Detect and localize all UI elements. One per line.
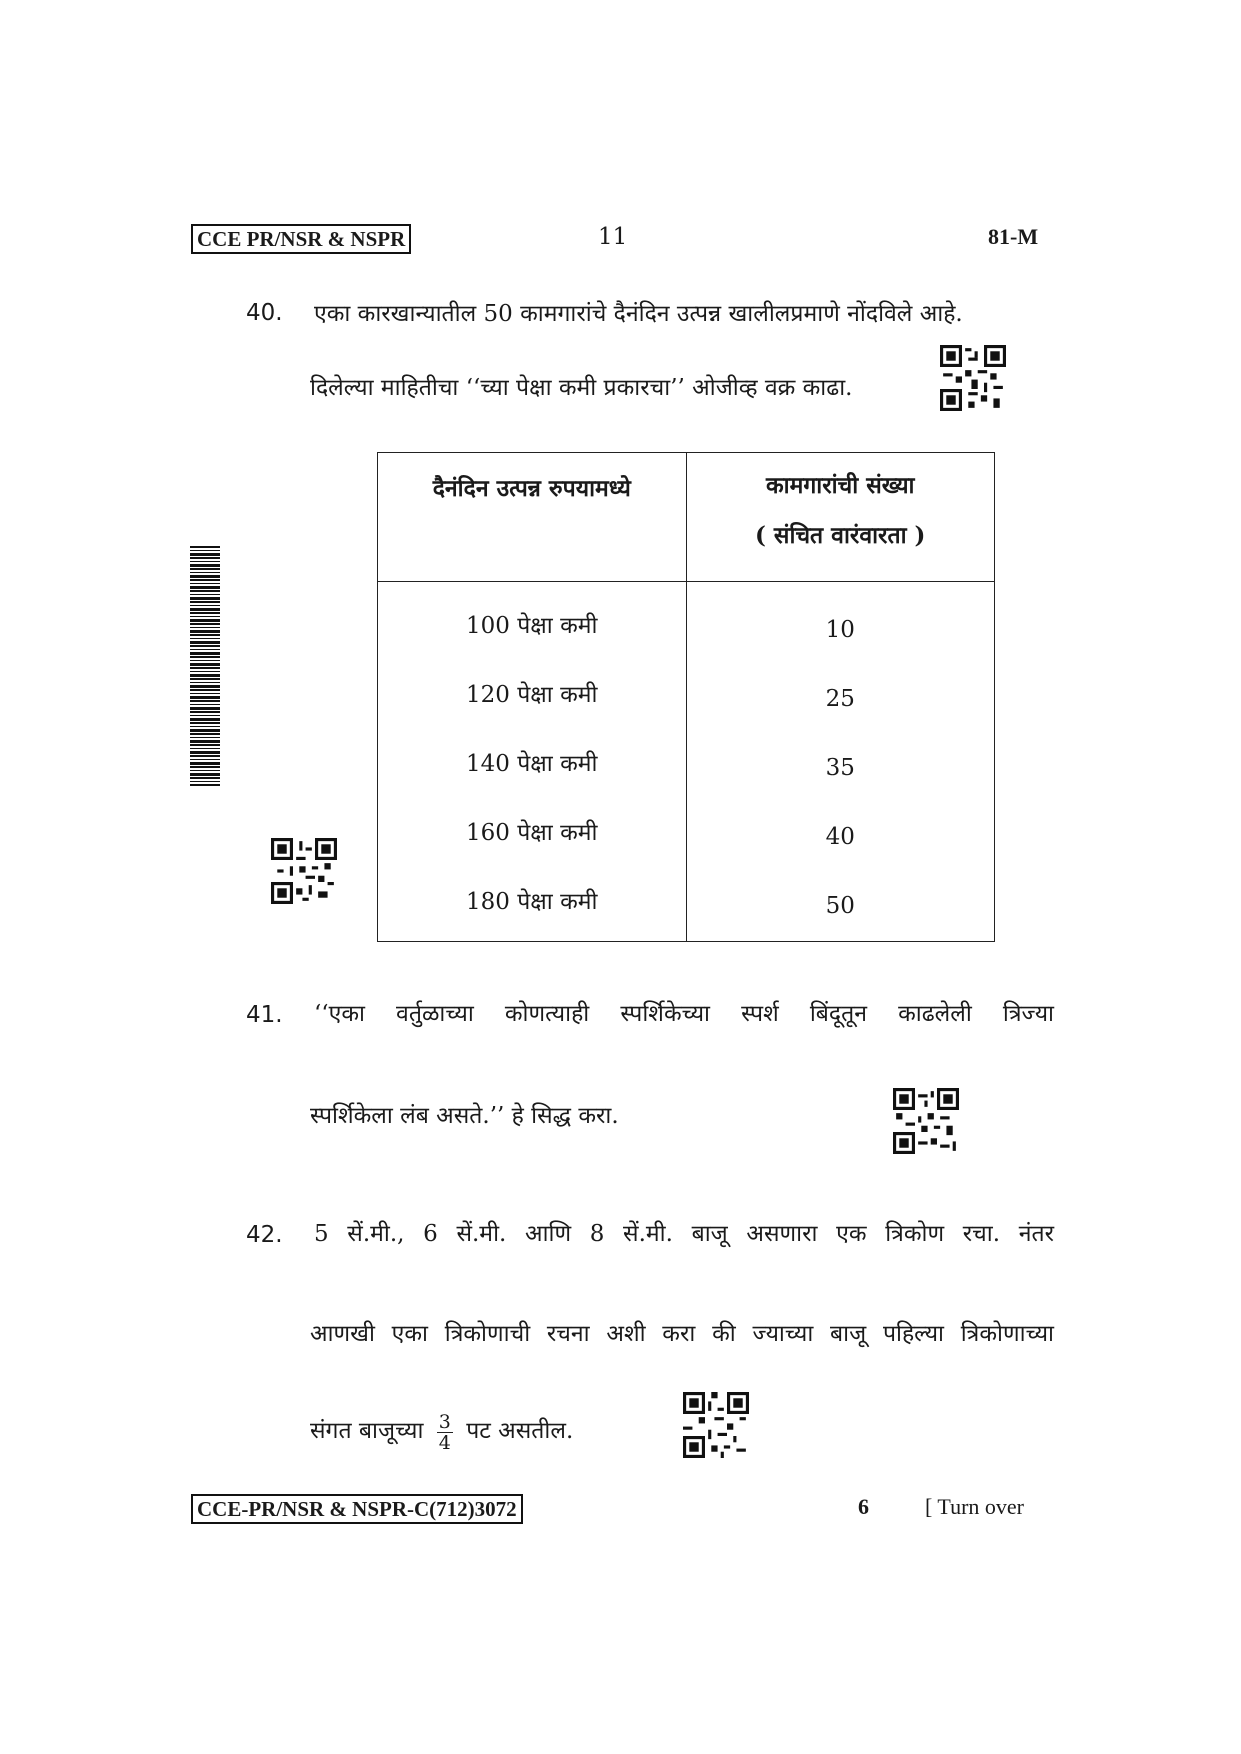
table-cell-count: 40 [825, 824, 855, 850]
fraction-denominator: 4 [438, 1431, 451, 1454]
qr-code-icon [271, 838, 337, 904]
q42-text-line2: आणखी एका त्रिकोणाची रचना अशी करा की ज्याच्या बाजू पहिल्या त्रिकोणाच्या [310, 1321, 1054, 1347]
table-cell-income: 100 पेक्षा कमी [466, 613, 598, 639]
qr-code-icon [893, 1088, 959, 1154]
barcode-icon [190, 546, 220, 786]
q41-text-line1: ‘‘एका वर्तुळाच्या कोणत्याही स्पर्शिकेच्या स्पर्श बिंदूतून काढलेली त्रिज्या [314, 1001, 1054, 1027]
fraction-numerator: 3 [438, 1410, 451, 1433]
q42-text-line1: 5 सें.मी., 6 सें.मी. आणि 8 सें.मी. बाजू असणारा एक त्रिकोण रचा. नंतर [314, 1221, 1054, 1247]
header-page-number: 11 [598, 224, 628, 250]
q42-text-line3-start: संगत बाजूच्या [310, 1418, 424, 1444]
header-paper-code: CCE PR/NSR & NSPR [191, 224, 411, 254]
table-cell-count: 25 [825, 686, 855, 712]
table-cell-count: 35 [825, 755, 855, 781]
table-header-workers: कामगारांची संख्या ( संचित वारंवारता ) [686, 453, 995, 582]
footer-paper-code: CCE-PR/NSR & NSPR-C(712)3072 [191, 1494, 523, 1524]
q40-text-line2: दिलेल्या माहितीचा ‘‘च्या पेक्षा कमी प्रकारचा’’ ओजीव्ह वक्र काढा. [310, 375, 853, 401]
q42-number: 42. [246, 1222, 283, 1248]
q41-number: 41. [246, 1002, 283, 1028]
fraction-three-fourths [437, 1412, 453, 1453]
table-cell-count: 10 [825, 617, 855, 643]
table-income-column [378, 582, 687, 942]
q41-text-line2: स्पर्शिकेला लंब असते.’’ हे सिद्ध करा. [310, 1103, 619, 1129]
table-cell-income: 120 पेक्षा कमी [466, 682, 598, 708]
qr-code-icon [683, 1392, 749, 1458]
table-cell-count: 50 [825, 893, 855, 919]
q40-number: 40. [246, 300, 283, 326]
table-cell-income: 180 पेक्षा कमी [466, 889, 598, 915]
table-cell-income: 140 पेक्षा कमी [466, 751, 598, 777]
cumulative-frequency-table [377, 452, 995, 942]
footer-page-number: 6 [858, 1494, 869, 1519]
qr-code-icon [940, 345, 1006, 411]
table-header-income: दैनंदिन उत्पन्न रुपयामध्ये [378, 453, 687, 582]
header-subject-code: 81-M [988, 224, 1039, 249]
q40-text-line1: एका कारखान्यातील 50 कामगारांचे दैनंदिन उत्पन्न खालीलप्रमाणे नोंदविले आहे. [314, 301, 963, 327]
q42-text-line3 [310, 1406, 573, 1456]
table-cell-income: 160 पेक्षा कमी [466, 820, 598, 846]
q42-text-line3-end: पट असतील. [466, 1418, 574, 1444]
turn-over-label: [ Turn over [925, 1494, 1025, 1519]
table-count-column [686, 582, 995, 942]
